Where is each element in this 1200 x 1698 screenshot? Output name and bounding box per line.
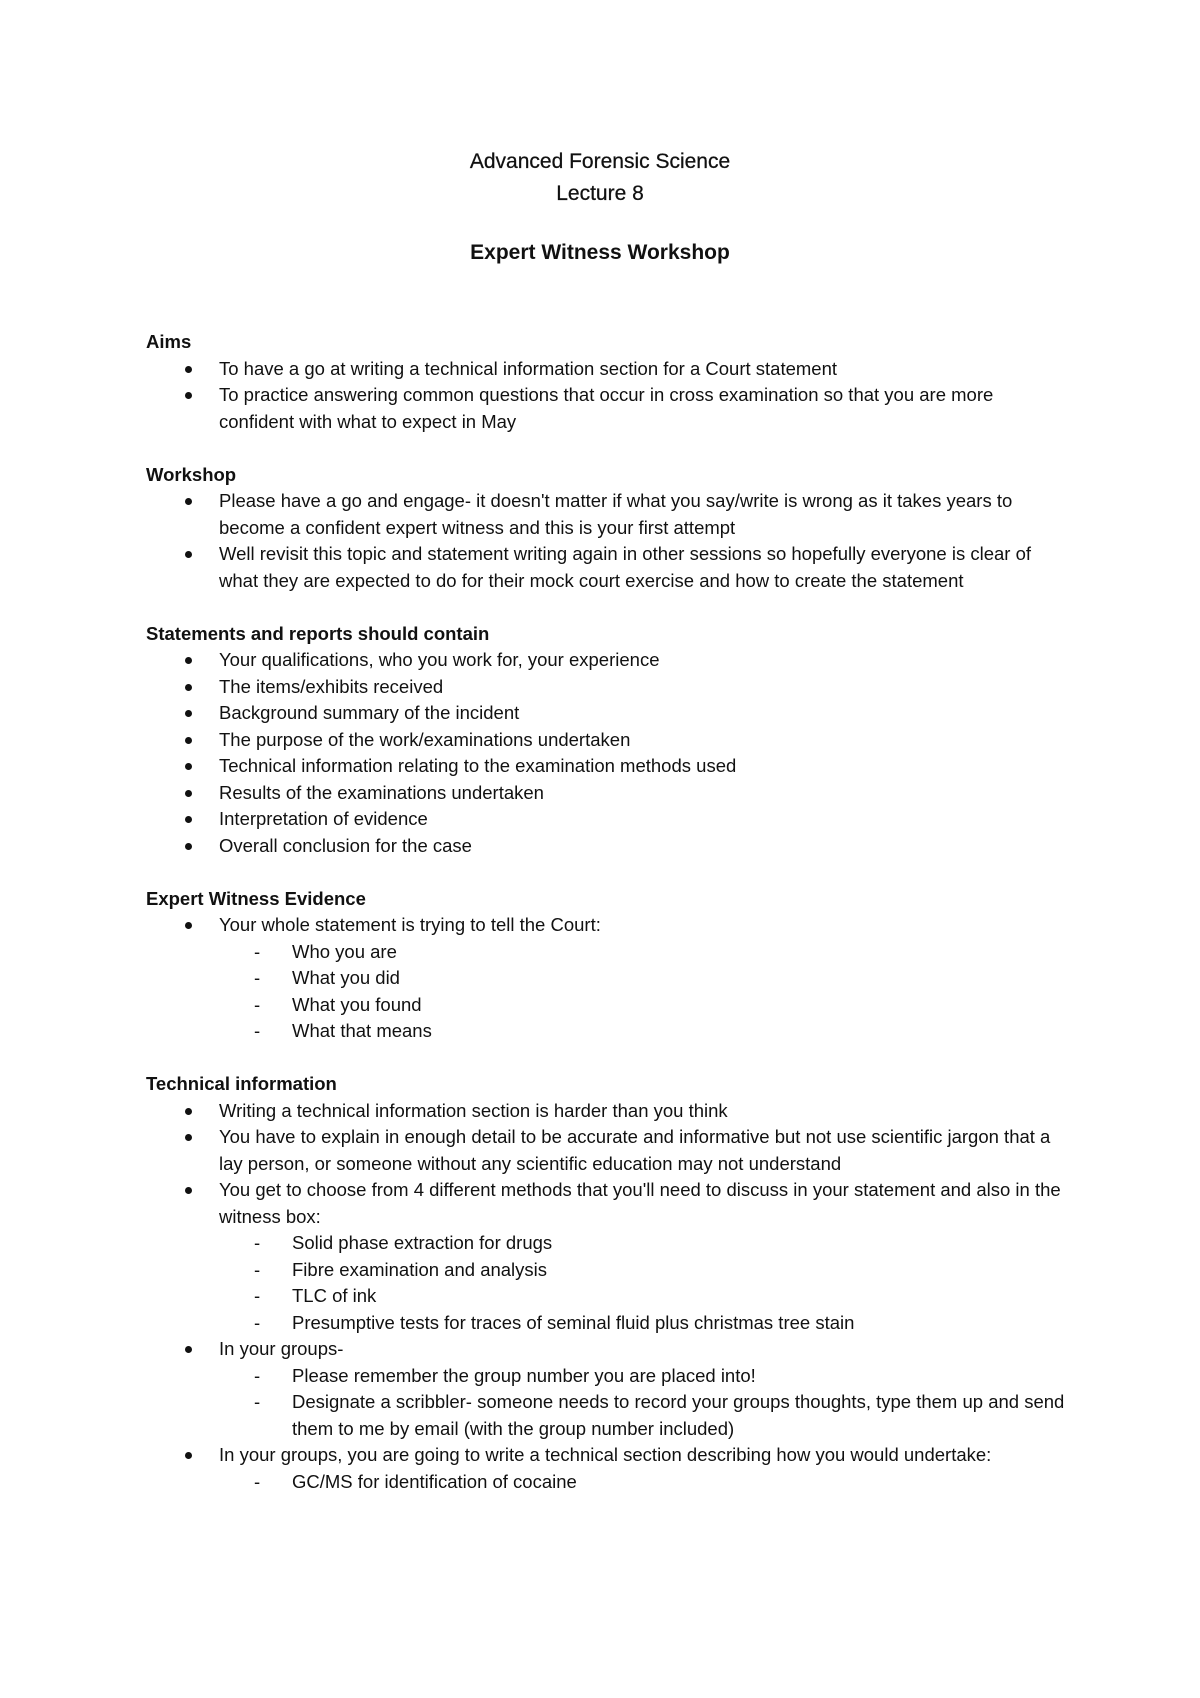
sub-list-item-text: Who you are xyxy=(292,940,397,962)
title-block xyxy=(0,146,1200,269)
list-item-text: In your groups, you are going to write a technical section describing how you would undertake: xyxy=(219,1444,992,1465)
list-item xyxy=(146,356,1066,383)
document-title: Advanced Forensic Science xyxy=(469,150,731,173)
list-item-text: The items/exhibits received xyxy=(219,675,444,697)
bullet-icon xyxy=(185,1134,192,1141)
sub-list-item-text: What you found xyxy=(292,993,422,1015)
list-item-text: To have a go at writing a technical information section for a Court statement xyxy=(219,357,838,379)
section-workshop xyxy=(146,462,1066,595)
section-heading: Statements and reports should contain xyxy=(146,622,490,644)
list-item xyxy=(146,700,1066,727)
list-item-text: Overall conclusion for the case xyxy=(219,834,472,856)
sub-list-item-text: What you did xyxy=(292,967,400,988)
list-item-text: Your qualifications, who you work for, your experience xyxy=(219,649,660,670)
list-item-text: Results of the examinations undertaken xyxy=(219,781,544,803)
bullet-icon xyxy=(185,763,192,770)
sub-list-item xyxy=(219,1230,1066,1257)
bullet-icon xyxy=(185,737,192,744)
dash-icon: - xyxy=(254,1364,261,1386)
dash-icon: - xyxy=(254,1311,261,1333)
list-item xyxy=(146,541,1066,594)
bullet-list xyxy=(146,1098,1066,1496)
bullet-icon xyxy=(185,843,192,850)
sub-list-item xyxy=(219,1018,1066,1045)
list-item-text: You get to choose from 4 different methods that you'll need to discuss in your statement and also in the witness box: xyxy=(219,1179,1061,1227)
sub-list-item-text: Solid phase extraction for drugs xyxy=(292,1232,553,1253)
section-expert-evidence xyxy=(146,886,1066,1045)
document-body xyxy=(146,329,1066,1522)
list-item-text: The purpose of the work/examinations undertaken xyxy=(219,728,631,750)
sub-list-item xyxy=(219,1469,1066,1496)
list-item-text: Please have a go and engage- it doesn't matter if what you say/write is wrong as it takes years to become a confident expert witness and this is your first attempt xyxy=(219,490,1013,538)
bullet-list xyxy=(146,912,1066,1045)
list-item-text: Well revisit this topic and statement writing again in other sessions so hopefully everyone is clear of what they are expected to do for their mock court exercise and how to create the statement xyxy=(219,543,1032,591)
sub-list xyxy=(219,1469,1066,1496)
sub-list xyxy=(219,939,1066,1045)
list-item-text: Your whole statement is trying to tell the Court: xyxy=(219,914,601,935)
sub-list-item-text: TLC of ink xyxy=(292,1285,377,1306)
bullet-icon xyxy=(185,1346,192,1353)
sub-list-item xyxy=(219,1363,1066,1390)
list-item xyxy=(146,1177,1066,1336)
list-item xyxy=(146,727,1066,754)
sub-list-item xyxy=(219,965,1066,992)
list-item-text: Technical information relating to the examination methods used xyxy=(219,755,737,776)
bullet-icon xyxy=(185,922,192,929)
section-aims xyxy=(146,329,1066,435)
list-item-text: In your groups- xyxy=(219,1338,344,1359)
sub-list-item-text: Designate a scribbler- someone needs to record your groups thoughts, type them up and send them to me by email (with the group number included) xyxy=(292,1391,1065,1439)
sub-list-item-text: Fibre examination and analysis xyxy=(292,1258,548,1280)
bullet-icon xyxy=(185,498,192,505)
sub-list-item-text: What that means xyxy=(292,1020,432,1041)
sub-list-item xyxy=(219,1283,1066,1310)
sub-list xyxy=(219,1363,1066,1443)
list-item xyxy=(146,780,1066,807)
bullet-list xyxy=(146,488,1066,594)
sub-list xyxy=(219,1230,1066,1336)
dash-icon: - xyxy=(254,1470,261,1492)
list-item xyxy=(146,674,1066,701)
dash-icon: - xyxy=(254,993,261,1015)
dash-icon: - xyxy=(254,967,261,988)
sub-list-item xyxy=(219,992,1066,1019)
list-item xyxy=(146,1442,1066,1495)
document-subtitle: Expert Witness Workshop xyxy=(470,241,730,264)
list-item xyxy=(146,912,1066,1045)
bullet-icon xyxy=(185,790,192,797)
list-item-text: Background summary of the incident xyxy=(219,702,520,723)
list-item-text: To practice answering common questions that occur in cross examination so that you are more confident with what to expect in May xyxy=(219,384,994,432)
dash-icon: - xyxy=(254,1285,261,1306)
sub-list-item xyxy=(219,1389,1066,1442)
dash-icon: - xyxy=(254,940,261,962)
list-item-text: Interpretation of evidence xyxy=(219,808,428,829)
lecture-number: Lecture 8 xyxy=(556,182,644,205)
bullet-icon xyxy=(185,710,192,717)
bullet-list xyxy=(146,356,1066,436)
bullet-icon xyxy=(185,392,192,399)
sub-list-item-text: Please remember the group number you are placed into! xyxy=(292,1364,756,1386)
section-heading: Technical information xyxy=(146,1073,337,1094)
bullet-icon xyxy=(185,1108,192,1115)
bullet-icon xyxy=(185,684,192,691)
list-item xyxy=(146,647,1066,674)
dash-icon: - xyxy=(254,1258,261,1280)
list-item xyxy=(146,1336,1066,1442)
sub-list-item xyxy=(219,939,1066,966)
list-item xyxy=(146,833,1066,860)
bullet-icon xyxy=(185,816,192,823)
sub-list-item-text: Presumptive tests for traces of seminal fluid plus christmas tree stain xyxy=(292,1311,855,1333)
list-item xyxy=(146,753,1066,780)
sub-list-item-text: GC/MS for identification of cocaine xyxy=(292,1470,577,1492)
list-item-text: You have to explain in enough detail to be accurate and informative but not use scientific jargon that a lay person, or someone without any scientific education may not understand xyxy=(219,1126,1051,1174)
dash-icon: - xyxy=(254,1020,261,1041)
bullet-list xyxy=(146,647,1066,859)
section-heading: Expert Witness Evidence xyxy=(146,887,366,909)
dash-icon: - xyxy=(254,1391,261,1412)
dash-icon: - xyxy=(254,1232,261,1253)
bullet-icon xyxy=(185,551,192,558)
list-item xyxy=(146,1098,1066,1125)
bullet-icon xyxy=(185,657,192,664)
list-item-text: Writing a technical information section is harder than you think xyxy=(219,1099,728,1121)
sub-list-item xyxy=(219,1257,1066,1284)
bullet-icon xyxy=(185,1187,192,1194)
bullet-icon xyxy=(185,366,192,373)
list-item xyxy=(146,1124,1066,1177)
sub-list-item xyxy=(219,1310,1066,1337)
section-technical xyxy=(146,1071,1066,1495)
list-item xyxy=(146,382,1066,435)
bullet-icon xyxy=(185,1452,192,1459)
section-statements xyxy=(146,621,1066,860)
section-heading: Workshop xyxy=(146,463,237,485)
list-item xyxy=(146,488,1066,541)
section-heading: Aims xyxy=(146,331,192,352)
list-item xyxy=(146,806,1066,833)
